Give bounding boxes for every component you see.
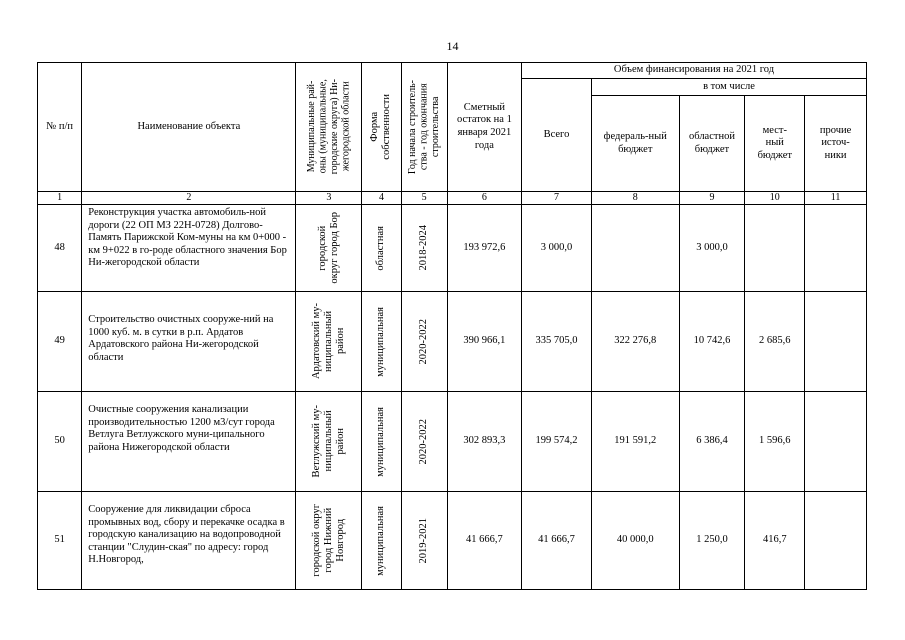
row-total: 199 574,2 bbox=[521, 392, 591, 492]
column-number: 4 bbox=[362, 192, 401, 205]
column-number: 6 bbox=[447, 192, 521, 205]
page-number: 14 bbox=[446, 39, 459, 53]
row-other bbox=[805, 205, 867, 292]
table-row bbox=[38, 205, 867, 292]
row-name: Сооружение для ликвидации сброса промывных вод, сбору и перекачке осадка в городскую канализацию на водопроводной станции "Слудин-ская" по адресу: город Н.Новгород, bbox=[82, 492, 296, 590]
column-number: 3 bbox=[296, 192, 362, 205]
column-number: 8 bbox=[591, 192, 679, 205]
row-ownership bbox=[362, 205, 401, 292]
row-years-text: 2020-2022 bbox=[418, 318, 430, 365]
row-federal: 40 000,0 bbox=[591, 492, 679, 590]
column-number: 9 bbox=[679, 192, 745, 205]
header-including: в том числе bbox=[591, 79, 866, 96]
row-federal bbox=[591, 205, 679, 292]
row-no: 50 bbox=[38, 392, 82, 492]
row-years bbox=[401, 492, 447, 590]
row-ownership bbox=[362, 392, 401, 492]
header-district-text: Муниципальные рай- оны (муниципальные, городские округа) Ни- жегородской области bbox=[305, 79, 352, 175]
row-district-text: городской округ город Нижний Новгород bbox=[310, 504, 346, 577]
row-federal: 322 276,8 bbox=[591, 292, 679, 392]
row-no: 51 bbox=[38, 492, 82, 590]
row-regional: 6 386,4 bbox=[679, 392, 745, 492]
row-balance: 41 666,7 bbox=[447, 492, 521, 590]
header-regional: областной бюджет bbox=[679, 96, 745, 192]
header-total: Всего bbox=[521, 79, 591, 192]
header-balance: Сметный остаток на 1 января 2021 года bbox=[447, 63, 521, 192]
column-number-row bbox=[38, 192, 867, 205]
row-years bbox=[401, 205, 447, 292]
row-district bbox=[296, 205, 362, 292]
header-no: № п/п bbox=[38, 63, 82, 192]
column-number: 2 bbox=[82, 192, 296, 205]
row-federal: 191 591,2 bbox=[591, 392, 679, 492]
header-federal: федераль-ный бюджет bbox=[591, 96, 679, 192]
row-no: 48 bbox=[38, 205, 82, 292]
row-ownership-text: муниципальная bbox=[375, 306, 387, 377]
row-name: Реконструкция участка автомобиль-ной дороги (22 ОП МЗ 22Н-0728) Долгово-Память Парижской Ком-муны на км 0+000 - км 9+022 в го-роде областного значения Бор Ни-жегородской области bbox=[82, 205, 296, 292]
header-funding-group: Объем финансирования на 2021 год bbox=[521, 63, 866, 79]
row-total: 41 666,7 bbox=[521, 492, 591, 590]
header-years bbox=[401, 63, 447, 192]
row-other bbox=[805, 492, 867, 590]
row-district-text: Ветлужский му- ниципальный район bbox=[310, 405, 346, 478]
row-local: 1 596,6 bbox=[745, 392, 805, 492]
row-regional: 3 000,0 bbox=[679, 205, 745, 292]
row-local: 2 685,6 bbox=[745, 292, 805, 392]
row-balance: 193 972,6 bbox=[447, 205, 521, 292]
row-balance: 302 893,3 bbox=[447, 392, 521, 492]
row-local bbox=[745, 205, 805, 292]
row-name: Очистные сооружения канализации производительностью 1200 м3/сут города Ветлуга Ветлужского муни-ципального района Нижегородской области bbox=[82, 392, 296, 492]
row-total: 335 705,0 bbox=[521, 292, 591, 392]
column-number: 7 bbox=[521, 192, 591, 205]
header-district bbox=[296, 63, 362, 192]
row-ownership bbox=[362, 292, 401, 392]
table-row bbox=[38, 392, 867, 492]
row-district-text: Ардатовский му- ниципальный район bbox=[310, 303, 346, 380]
row-years bbox=[401, 392, 447, 492]
column-number: 5 bbox=[401, 192, 447, 205]
row-name: Строительство очистных сооруже-ний на 1000 куб. м. в сутки в р.п. Ардатов Ардатовского района Ни-жегородской области bbox=[82, 292, 296, 392]
row-ownership bbox=[362, 492, 401, 590]
row-other bbox=[805, 392, 867, 492]
row-local: 416,7 bbox=[745, 492, 805, 590]
header-years-text: Год начала строитель- ства - год окончания строительства bbox=[406, 79, 441, 175]
column-number: 11 bbox=[805, 192, 867, 205]
column-number: 1 bbox=[38, 192, 82, 205]
row-no: 49 bbox=[38, 292, 82, 392]
row-years-text: 2019-2021 bbox=[418, 517, 430, 564]
financing-table bbox=[37, 62, 867, 590]
header-local: мест-ный бюджет bbox=[745, 96, 805, 192]
row-regional: 1 250,0 bbox=[679, 492, 745, 590]
header-other: прочие источ-ники bbox=[805, 96, 867, 192]
header-name: Наименование объекта bbox=[82, 63, 296, 192]
row-district bbox=[296, 292, 362, 392]
row-years-text: 2020-2022 bbox=[418, 418, 430, 465]
row-district-text: городской округ город Бор bbox=[316, 212, 340, 284]
row-district bbox=[296, 492, 362, 590]
row-other bbox=[805, 292, 867, 392]
row-regional: 10 742,6 bbox=[679, 292, 745, 392]
row-ownership-text: муниципальная bbox=[375, 505, 387, 576]
row-years-text: 2018-2024 bbox=[418, 225, 430, 271]
header-ownership-text: Форма собственности bbox=[369, 94, 393, 160]
row-years bbox=[401, 292, 447, 392]
row-total: 3 000,0 bbox=[521, 205, 591, 292]
row-district bbox=[296, 392, 362, 492]
table-row bbox=[38, 292, 867, 392]
row-ownership-text: муниципальная bbox=[375, 406, 387, 477]
table-row bbox=[38, 492, 867, 590]
header-ownership bbox=[362, 63, 401, 192]
column-number: 10 bbox=[745, 192, 805, 205]
row-ownership-text: областная bbox=[375, 225, 387, 271]
row-balance: 390 966,1 bbox=[447, 292, 521, 392]
